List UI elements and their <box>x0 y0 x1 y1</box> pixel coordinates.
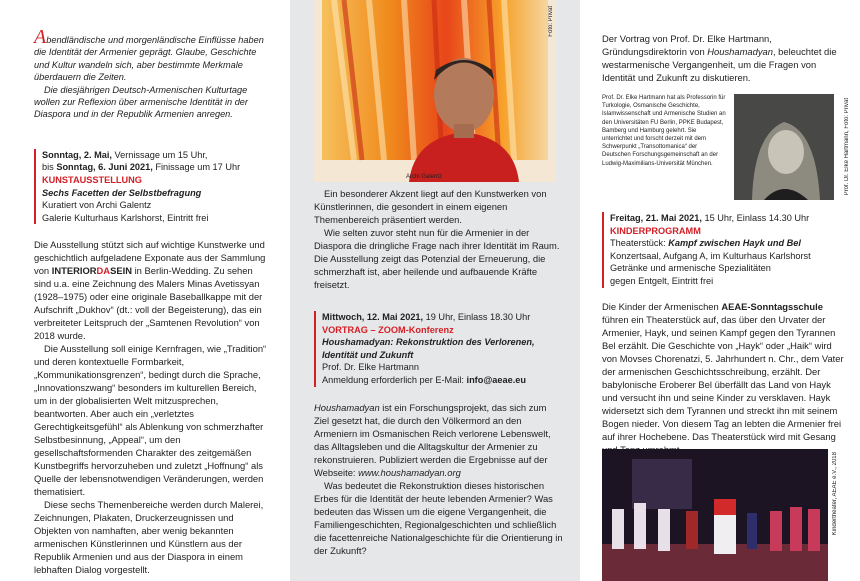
photo-caption: Archi Galentz <box>406 174 443 180</box>
body-paragraph-lecture: Der Vortrag von Prof. Dr. Elke Hartmann, Gründungsdirektorin von Houshamadyan, beleuchtet die westarmenische Vergangenheit, um die Fragen von Identität und Zukunft zu diskutieren. <box>602 33 837 83</box>
body-paragraph-theater: Die Kinder der Armenischen AEAE-Sonntagsschule führen ein Theaterstück auf, das über den Urvater der Armenier, Hayk, und seinen Kampf gegen den Tyrannen Bel erzählt. Die Geschichte von „Hayk“ oder „Haik“ wird von Movses Chorenatzi, 5. Jahrhundert n. Chr., dem Vater der armenischen Geschichtsschreibung, erzählt. Der babylonische Eroberer Bel überfällt das Land von Hayk und versucht ihn und seine Kinder zu versklaven. Hayk widersetzt sich dem Tyrannen und streckt ihn mit seinem Bogen nieder. Von diesem Tag an lebten die Armenier frei auf ihrer Hochebene. Das Theaterstück wird mit Gesang <box>602 300 844 442</box>
body-paragraph-project: Houshamadyan ist ein Forschungsprojekt, das sich zum Ziel gesetzt hat, die durch den Völkermord an den Armeniern im Osmanischen Reich verlorene Lebenswelt, das Alltagsleben und die Alltagskultur der Armenier zu rekonstruieren. Publiziert werden die Ergebnisse auf der Webseite: www.houshamadyan.org <box>314 401 551 478</box>
event-venue: Galerie Kulturhaus Karlshorst, Eintritt frei <box>42 212 209 223</box>
intro-paragraph: Abendländische und morgenländische Einflüsse haben die Identität der Armenier geprägt. Glaube, Geschichte und Kultur wandeln sich, aber bestimmte Merkmale überdauern die Zeiten. <box>34 26 264 83</box>
event-title: Houshamadyan: Rekonstruktion des Verlorenen, Identität und Zukunft <box>322 337 535 360</box>
artist-photo <box>314 0 556 182</box>
theater-photo-image <box>602 449 828 581</box>
middle-body <box>314 187 564 557</box>
event-curator: Kuratiert von Archi Galentz <box>42 200 152 211</box>
drop-cap: A <box>34 26 47 48</box>
body-paragraph-accent: Ein besonderer Akzent liegt auf den Kunstwerken von Künstlerinnen, die gesondert in einem eigenen Themenbereich präsentiert werden. <box>314 188 547 225</box>
speaker-portrait <box>734 94 834 200</box>
event-extra: Getränke und armenische Spezialitäten <box>610 263 771 274</box>
body-paragraph-2: Die Ausstellung soll einige Kernfragen, wie „Tradition“ und deren kontextuelle Formbarkeit, „Kommunikationsgrenzen“, bedingt durch die Sprache, „Innovationszwang“ besonders im kulturellen Bereich, um in der globalisierten Welt mitzusprechen, beantworten. Aber auch ein „verletztes Gerechtigkeitsgefühl“ als Ablenkung von schmerzhafter Selbstbesinnung, „Appeal“, um den gesellschaftsformenden Charakter des zeitgemäßen Kunstbegriffs hervorzuheben und zuletzt „Hoffnung“ als Quelle der lebensnotwendigen Veränderungen, werden thematisiert. <box>34 343 267 498</box>
column-right <box>580 0 860 581</box>
event-exhibition: Sonntag, 2. Mai, Vernissage um 15 Uhr, bis Sonntag, 6. Juni 2021, Finissage um 17 Uhr KUNSTAUSSTELLUNG Sechs Facetten der Selbstbefragung Kuratiert von Archi Galentz Galerie Kulturhaus Karlshorst, Eintritt frei <box>34 149 272 225</box>
event-title: Sechs Facetten der Selbstbefragung <box>42 187 202 198</box>
speaker-bio: Prof. Dr. Elke Hartmann hat als Professorin für Turkologie, Osmanische Geschichte, Islamwissenschaft und Armenische Studien an den Universitäten FU Berlin, PPKE Budapest, Bamberg und Hamburg gelehrt. Sie unterrichtet und forscht derzeit mit dem Schwerpunkt „Transottomanica“ der Deutschen Forschungsgemeinschaft an der Ludwig-Maximilians-Universität München. <box>602 95 726 167</box>
body-paragraph-questions: Was bedeutet die Rekonstruktion dieses historischen Erbes für die Identität der heute lebenden Armenier? Was bedeuten das Wissen um die eigene Vergangenheit, die Familiengeschichten, Regionalgeschichten und schließlich die facettenreiche Nationalgeschichte für die Orientierung in der Zukunft? <box>314 479 563 556</box>
project-url[interactable]: www.houshamadyan.org <box>358 466 461 478</box>
intro-paragraph-2: Die diesjährigen Deutsch-Armenischen Kulturtage wollen zur Reflexion über armenische Identität in der Diaspora und in der Republik Armenien anregen. <box>34 84 248 120</box>
speaker-portrait-image <box>734 94 834 200</box>
event-venue: Konzertsaal, Aufgang A, im Kulturhaus Karlshorst <box>610 250 811 261</box>
column-left <box>0 0 290 581</box>
event-fee: gegen Entgelt, Eintritt frei <box>610 275 714 286</box>
theater-credit: Kindertheater, AEAE e.V., 2018 <box>832 452 838 536</box>
event-category: VORTRAG – ZOOM-Konferenz <box>322 324 454 335</box>
column-middle <box>290 0 580 581</box>
theater-photo <box>602 449 828 581</box>
event-speaker: Prof. Dr. Elke Hartmann <box>322 362 420 373</box>
photo-credit: Foto: Privat <box>548 6 554 37</box>
artist-photo-image <box>314 0 556 182</box>
register-email[interactable]: info@aeae.eu <box>466 374 527 385</box>
event-lecture: Mittwoch, 12. Mai 2021, 19 Uhr, Einlass 18.30 Uhr VORTRAG – ZOOM-Konferenz Houshamadyan: Rekonstruktion des Verlorenen, Identität und Zukunft Prof. Dr. Elke Hartmann Anmeldung erforderlich per E-Mail: info@aeae.eu <box>314 311 564 387</box>
body-paragraph-identity: Wie selten zuvor steht nun für die Armenier in der Diaspora die dringliche Frage nach ihrer Identität im Raum. Die Ausstellung zeigt das Potenzial der Erneuerung, die schmerzhaft ist, aber heilende und aufbauende Kräfte freisetzt. <box>314 227 560 290</box>
event-children: Freitag, 21. Mai 2021, 15 Uhr, Einlass 14.30 Uhr KINDERPROGRAMM Theaterstück: Kampf zwischen Hayk und Bel Konzertsaal, Aufgang A, im Kulturhaus Karlshorst Getränke und armenische Spezialitäten gegen Entgelt, Eintritt frei <box>602 212 846 288</box>
body-paragraph-3: Diese sechs Themenbereiche werden durch Malerei, Zeichnungen, Plakaten, Druckerzeugnissen und Objekten von namhaften, aber wenig bekannten armenischen Künstlerinnen und Künstlern aus der Republik Armenien und aus der Diaspora in einem lebhaften Dialog vorgestellt. <box>34 499 264 576</box>
event-category: KINDERPROGRAMM <box>610 225 701 236</box>
portrait-credit: Prof. Dr. Elke Hartmann, Foto: Privat <box>844 98 850 196</box>
bio-block <box>602 94 850 202</box>
event-category: KUNSTAUSSTELLUNG <box>42 175 142 186</box>
body-paragraph-1: Die Ausstellung stützt sich auf wichtige Kunstwerke und geschichtlich aufgeladene Exponate aus der Sammlung von INTERIORDASEIN in Berlin-Wedding. Zu sehen sind u.a. eine Zeichnung des Malers Minas Avetissyan (1928–1975) oder eine originale Baseballkappe mit der Aufschrift „Dukhov“ (dt.: voll der Begeisterung), das ein verbreiteter Leitspruch der „Samtenen Revolution“ von 2018 wurde. <box>34 239 266 342</box>
